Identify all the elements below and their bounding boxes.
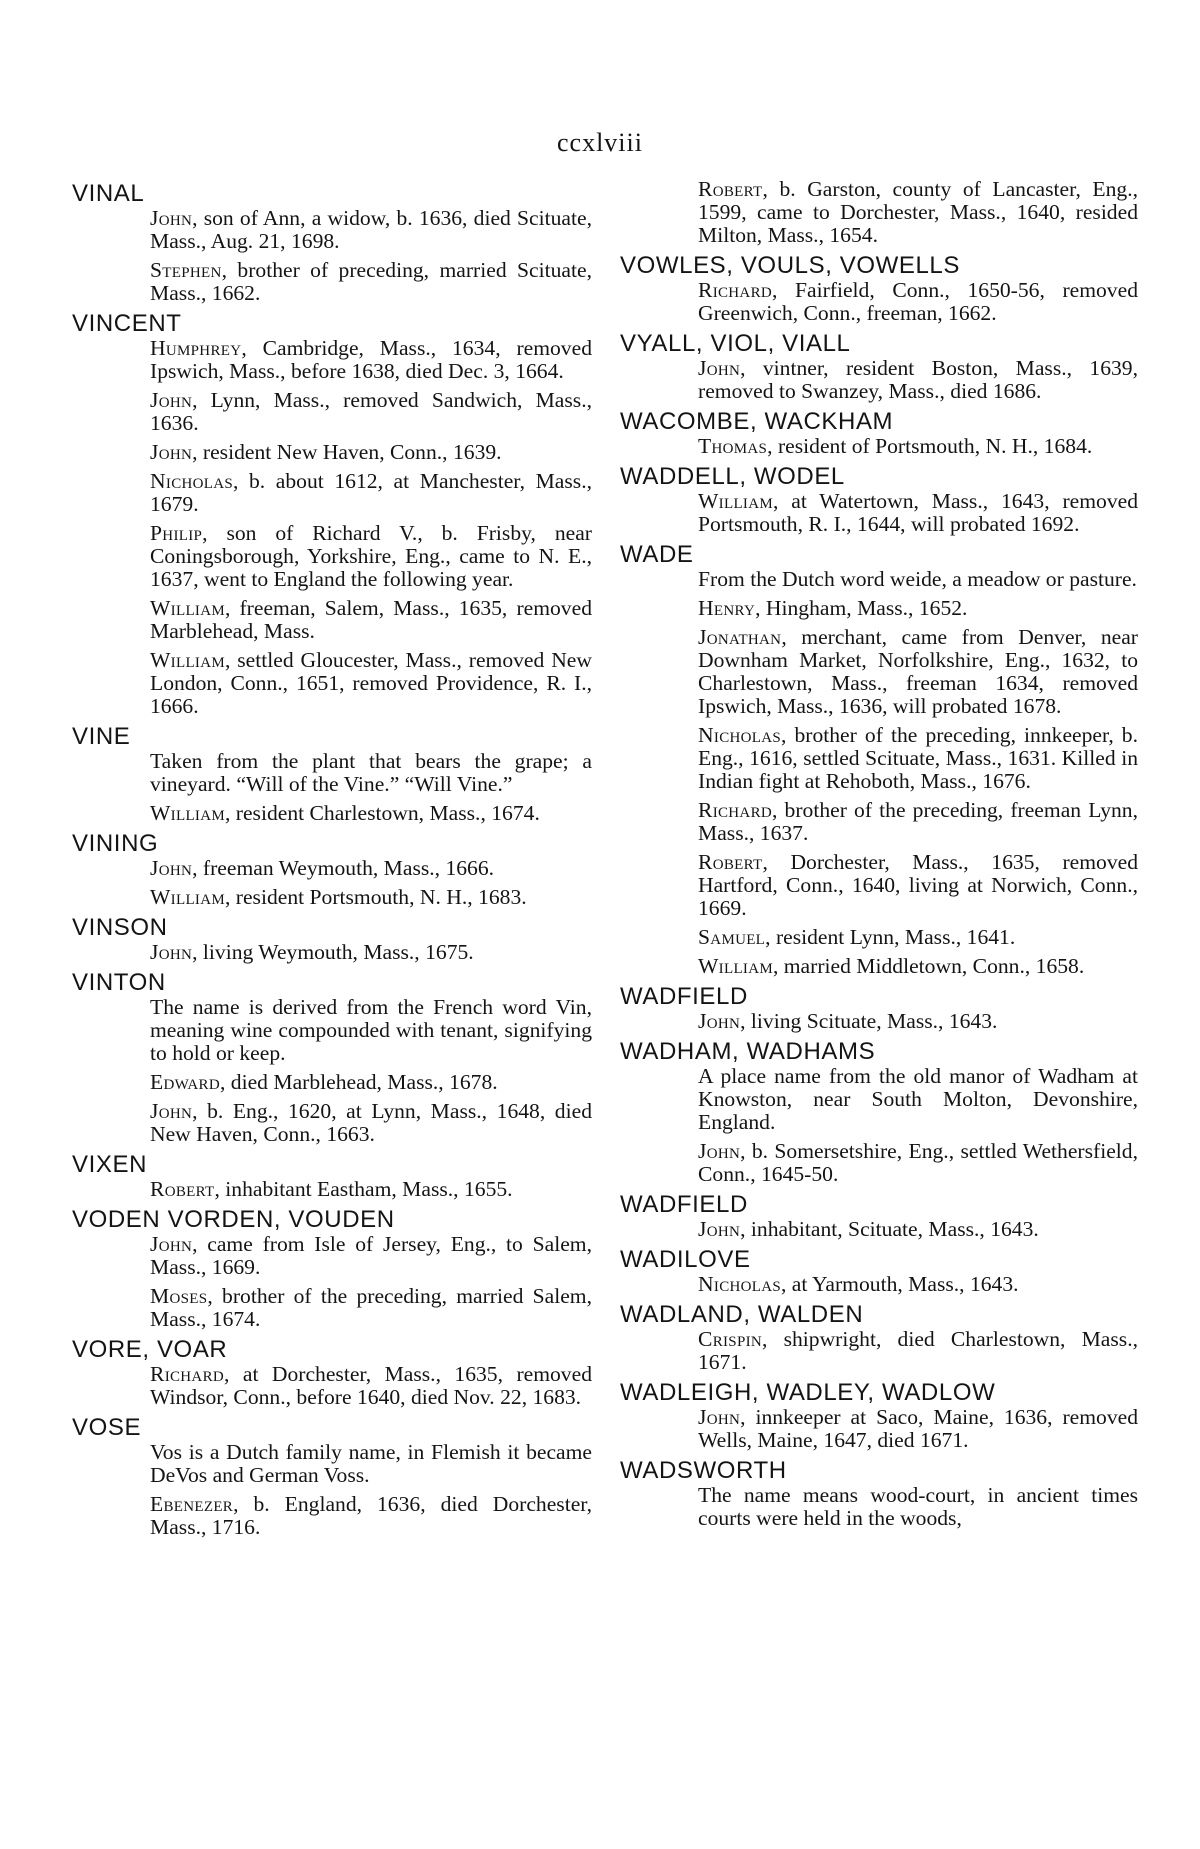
etymology-note: The name means wood-court, in ancient times courts were held in the woods, xyxy=(698,1483,1138,1530)
given-name: Robert xyxy=(150,1177,215,1201)
given-name: Humphrey xyxy=(150,336,242,360)
surname-section xyxy=(72,970,592,1146)
person-entry xyxy=(150,470,592,516)
entry-text: , settled Gloucester, Mass., removed New London, Conn., 1651, removed Providence, R. I., 1666. xyxy=(150,648,592,718)
person-entry xyxy=(698,435,1138,458)
entry-text: , Dorchester, Mass., 1635, removed Hartford, Conn., 1640, living at Norwich, Conn., 1669. xyxy=(698,850,1138,920)
person-entry xyxy=(150,941,592,964)
surname-heading: WADE xyxy=(620,541,694,568)
surname-section xyxy=(72,1152,592,1201)
given-name: John xyxy=(698,356,741,380)
surname-section xyxy=(620,1247,1138,1296)
surname-section xyxy=(620,1458,1138,1530)
entry-text: , freeman Weymouth, Mass., 1666. xyxy=(192,856,495,880)
surname-section xyxy=(72,724,592,825)
entry-text: , died Marblehead, Mass., 1678. xyxy=(220,1070,498,1094)
given-name: William xyxy=(698,954,773,978)
person-entry xyxy=(698,279,1138,325)
surname-section xyxy=(620,331,1138,403)
person-entry xyxy=(698,1406,1138,1452)
surname-heading: VIXEN xyxy=(72,1151,148,1178)
entry-text: , freeman, Salem, Mass., 1635, removed Marblehead, Mass. xyxy=(150,596,592,643)
entry-text: , shipwright, died Charlestown, Mass., 1671. xyxy=(698,1327,1138,1374)
entry-text: , brother of the preceding, married Salem, Mass., 1674. xyxy=(150,1284,592,1331)
page-number: ccxlviii xyxy=(557,128,643,157)
surname-heading: WADFIELD xyxy=(620,1191,748,1218)
given-name: Stephen xyxy=(150,258,222,282)
surname-heading: VINSON xyxy=(72,914,168,941)
given-name: John xyxy=(698,1139,741,1163)
surname-section xyxy=(620,409,1138,458)
surname-section xyxy=(72,1337,592,1409)
entry-text: , inhabitant, Scituate, Mass., 1643. xyxy=(740,1217,1039,1241)
person-entry xyxy=(150,1363,592,1409)
person-entry xyxy=(698,1010,1138,1033)
surname-heading: VINAL xyxy=(72,180,145,207)
entry-text: , resident Lynn, Mass., 1641. xyxy=(765,925,1016,949)
person-entry xyxy=(150,857,592,880)
person-entry xyxy=(150,1493,592,1539)
left-column xyxy=(72,178,592,1545)
given-name: Thomas xyxy=(698,434,768,458)
person-entry xyxy=(150,389,592,435)
surname-heading: VINING xyxy=(72,830,159,857)
surname-section xyxy=(72,1415,592,1539)
given-name: Richard xyxy=(698,278,773,302)
entry-text: , resident New Haven, Conn., 1639. xyxy=(192,440,502,464)
surname-heading: WADLEIGH, WADLEY, WADLOW xyxy=(620,1379,996,1406)
person-entry xyxy=(698,1328,1138,1374)
entry-text: , living Weymouth, Mass., 1675. xyxy=(192,940,474,964)
surname-heading: VOSE xyxy=(72,1414,142,1441)
entry-text: , brother of preceding, married Scituate, Mass., 1662. xyxy=(150,258,592,305)
surname-heading: VYALL, VIOL, VIALL xyxy=(620,330,851,357)
given-name: John xyxy=(698,1009,741,1033)
person-entry xyxy=(150,1100,592,1146)
surname-section xyxy=(72,915,592,964)
entry-text: , Hingham, Mass., 1652. xyxy=(755,596,968,620)
given-name: Crispin xyxy=(698,1327,763,1351)
person-entry xyxy=(698,1140,1138,1186)
surname-heading: WADFIELD xyxy=(620,983,748,1010)
entry-text: , b. Eng., 1620, at Lynn, Mass., 1648, died New Haven, Conn., 1663. xyxy=(150,1099,592,1146)
given-name: William xyxy=(150,801,225,825)
given-name: William xyxy=(150,885,225,909)
surname-heading: WADDELL, WODEL xyxy=(620,463,845,490)
given-name: William xyxy=(150,648,225,672)
given-name: Nicholas xyxy=(698,723,781,747)
surname-heading: VINCENT xyxy=(72,310,182,337)
surname-section xyxy=(72,831,592,909)
surname-section xyxy=(620,1380,1138,1452)
entry-text: , b. Garston, county of Lancaster, Eng., 1599, came to Dorchester, Mass., 1640, resided Milton, Mass., 1654. xyxy=(698,177,1138,247)
given-name: John xyxy=(150,440,193,464)
etymology-note: Taken from the plant that bears the grape; a vineyard. “Will of the Vine.” “Will Vine.” xyxy=(150,749,592,796)
entry-text: , Lynn, Mass., removed Sandwich, Mass., 1636. xyxy=(150,388,592,435)
entry-text: , son of Ann, a widow, b. 1636, died Scituate, Mass., Aug. 21, 1698. xyxy=(150,206,592,253)
person-entry xyxy=(150,1285,592,1331)
surname-heading: VODEN VORDEN, VOUDEN xyxy=(72,1206,395,1233)
given-name: Philip xyxy=(150,521,203,545)
person-entry xyxy=(698,724,1138,793)
given-name: Moses xyxy=(150,1284,208,1308)
surname-section xyxy=(620,542,1138,978)
person-entry xyxy=(698,357,1138,403)
given-name: John xyxy=(150,940,193,964)
etymology-note: From the Dutch word weide, a meadow or pasture. xyxy=(698,567,1137,591)
surname-heading: VINTON xyxy=(72,969,166,996)
entry-text: , resident Portsmouth, N. H., 1683. xyxy=(224,885,527,909)
given-name: John xyxy=(150,856,193,880)
given-name: John xyxy=(150,1099,193,1123)
entry-text: , living Scituate, Mass., 1643. xyxy=(740,1009,998,1033)
person-entry xyxy=(150,522,592,591)
surname-section xyxy=(620,1192,1138,1241)
entry-text: , Cambridge, Mass., 1634, removed Ipswich, Mass., before 1638, died Dec. 3, 1664. xyxy=(150,336,592,383)
right-column xyxy=(620,178,1138,1536)
given-name: John xyxy=(698,1405,741,1429)
given-name: John xyxy=(150,388,193,412)
entry-text: , innkeeper at Saco, Maine, 1636, removed Wells, Maine, 1647, died 1671. xyxy=(698,1405,1138,1452)
entry-text: , b. Somersetshire, Eng., settled Wethersfield, Conn., 1645-50. xyxy=(698,1139,1138,1186)
surname-heading: WADHAM, WADHAMS xyxy=(620,1038,876,1065)
person-entry xyxy=(150,1071,592,1094)
given-name: Jonathan xyxy=(698,625,782,649)
given-name: Henry xyxy=(698,596,756,620)
person-entry xyxy=(698,1218,1138,1241)
surname-heading: WADLAND, WALDEN xyxy=(620,1301,864,1328)
entry-text: , b. about 1612, at Manchester, Mass., 1679. xyxy=(150,469,592,516)
entry-text: , at Watertown, Mass., 1643, removed Portsmouth, R. I., 1644, will probated 1692. xyxy=(698,489,1138,536)
person-entry xyxy=(698,1273,1138,1296)
given-name: John xyxy=(150,1232,193,1256)
person-entry xyxy=(698,626,1138,718)
surname-section xyxy=(620,253,1138,325)
given-name: William xyxy=(150,596,225,620)
entry-text: , came from Isle of Jersey, Eng., to Salem, Mass., 1669. xyxy=(150,1232,592,1279)
entry-text: , resident Charlestown, Mass., 1674. xyxy=(224,801,540,825)
given-name: John xyxy=(150,206,193,230)
etymology-note: The name is derived from the French word Vin, meaning wine compounded with tenant, signifying to hold or keep. xyxy=(150,995,592,1065)
given-name: Nicholas xyxy=(698,1272,781,1296)
surname-heading: WACOMBE, WACKHAM xyxy=(620,408,894,435)
person-entry xyxy=(150,441,592,464)
surname-section xyxy=(72,181,592,305)
entry-text: , inhabitant Eastham, Mass., 1655. xyxy=(214,1177,513,1201)
person-entry xyxy=(150,207,592,253)
entry-text: , married Middletown, Conn., 1658. xyxy=(772,954,1085,978)
given-name: Richard xyxy=(150,1362,225,1386)
surname-section xyxy=(72,311,592,718)
given-name: Richard xyxy=(698,798,773,822)
surname-section xyxy=(620,1302,1138,1374)
surname-section xyxy=(620,178,1138,247)
surname-section xyxy=(620,464,1138,536)
person-entry xyxy=(698,490,1138,536)
person-entry xyxy=(698,178,1138,247)
etymology-note: Vos is a Dutch family name, in Flemish it became DeVos and German Voss. xyxy=(150,1440,592,1487)
person-entry xyxy=(150,649,592,718)
person-entry xyxy=(698,597,1138,620)
surname-section xyxy=(620,984,1138,1033)
person-entry xyxy=(150,802,592,825)
given-name: Nicholas xyxy=(150,469,233,493)
entry-text: , b. England, 1636, died Dorchester, Mass., 1716. xyxy=(150,1492,592,1539)
surname-section xyxy=(72,1207,592,1331)
given-name: John xyxy=(698,1217,741,1241)
surname-heading: VINE xyxy=(72,723,131,750)
etymology-note: A place name from the old manor of Wadham at Knowston, near South Molton, Devonshire, England. xyxy=(698,1064,1138,1134)
person-entry xyxy=(698,955,1138,978)
person-entry xyxy=(150,1178,592,1201)
person-entry xyxy=(150,1233,592,1279)
surname-heading: VOWLES, VOULS, VOWELLS xyxy=(620,252,960,279)
surname-section xyxy=(620,1039,1138,1186)
person-entry xyxy=(698,851,1138,920)
given-name: Samuel xyxy=(698,925,766,949)
surname-heading: WADILOVE xyxy=(620,1246,751,1273)
person-entry xyxy=(150,597,592,643)
person-entry xyxy=(698,799,1138,845)
surname-heading: VORE, VOAR xyxy=(72,1336,228,1363)
entry-text: , vintner, resident Boston, Mass., 1639, removed to Swanzey, Mass., died 1686. xyxy=(698,356,1138,403)
person-entry xyxy=(150,259,592,305)
given-name: Ebenezer xyxy=(150,1492,234,1516)
given-name: William xyxy=(698,489,773,513)
given-name: Robert xyxy=(698,850,763,874)
entry-text: , at Dorchester, Mass., 1635, removed Windsor, Conn., before 1640, died Nov. 22, 1683. xyxy=(150,1362,592,1409)
surname-heading: WADSWORTH xyxy=(620,1457,787,1484)
entry-text: , merchant, came from Denver, near Downham Market, Norfolkshire, Eng., 1632, to Charlestown, Mass., freeman 1634, removed Ipswich, Mass., 1636, will probated 1678. xyxy=(698,625,1138,718)
entry-text: , resident of Portsmouth, N. H., 1684. xyxy=(767,434,1093,458)
entry-text: , at Yarmouth, Mass., 1643. xyxy=(781,1272,1019,1296)
person-entry xyxy=(698,926,1138,949)
person-entry xyxy=(150,337,592,383)
given-name: Edward xyxy=(150,1070,220,1094)
entry-text: , brother of the preceding, innkeeper, b. Eng., 1616, settled Scituate, Mass., 1631. Killed in Indian fight at Rehoboth, Mass., 1676. xyxy=(698,723,1138,793)
entry-text: , Fairfield, Conn., 1650-56, removed Greenwich, Conn., freeman, 1662. xyxy=(698,278,1138,325)
entry-text: , brother of the preceding, freeman Lynn, Mass., 1637. xyxy=(698,798,1138,845)
given-name: Robert xyxy=(698,177,763,201)
entry-text: , son of Richard V., b. Frisby, near Coningsborough, Yorkshire, Eng., came to N. E., 1637, went to England the following year. xyxy=(150,521,592,591)
person-entry xyxy=(150,886,592,909)
